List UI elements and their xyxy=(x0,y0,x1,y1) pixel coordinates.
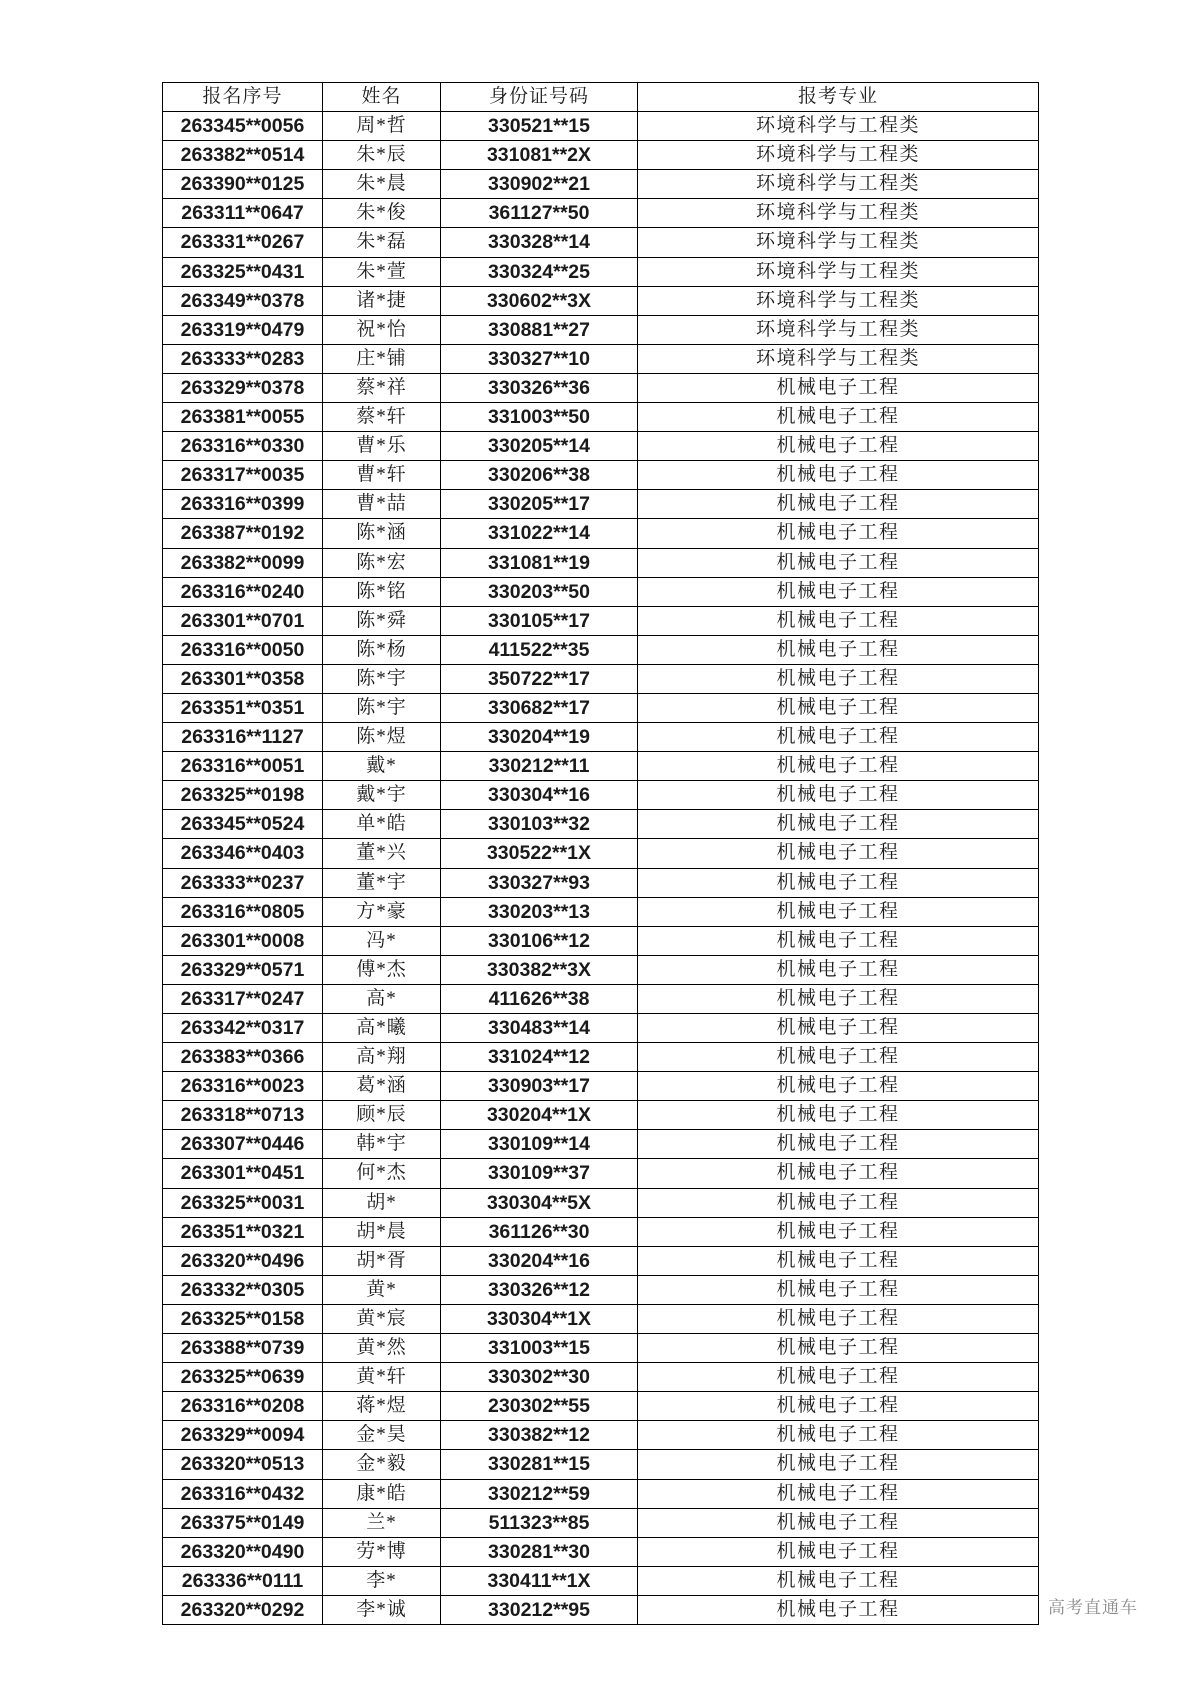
table-row xyxy=(163,635,1039,664)
cell-name: 陈*宇 xyxy=(323,693,441,722)
cell-name: 朱*萱 xyxy=(323,257,441,286)
cell-major: 机械电子工程 xyxy=(638,403,1039,432)
table-row xyxy=(163,519,1039,548)
column-header-major: 报考专业 xyxy=(638,83,1039,112)
cell-id: 330203**13 xyxy=(441,897,638,926)
table-row xyxy=(163,373,1039,402)
cell-name: 朱*晨 xyxy=(323,170,441,199)
cell-name: 曹*乐 xyxy=(323,432,441,461)
cell-id: 330105**17 xyxy=(441,606,638,635)
cell-name: 高*翔 xyxy=(323,1043,441,1072)
roster-table-container xyxy=(162,82,1038,1625)
cell-seq: 263345**0056 xyxy=(163,112,323,141)
cell-id: 330382**12 xyxy=(441,1421,638,1450)
cell-seq: 263351**0321 xyxy=(163,1217,323,1246)
cell-id: 330411**1X xyxy=(441,1566,638,1595)
cell-name: 蒋*煜 xyxy=(323,1392,441,1421)
table-row xyxy=(163,693,1039,722)
cell-major: 机械电子工程 xyxy=(638,810,1039,839)
cell-major: 机械电子工程 xyxy=(638,1595,1039,1624)
cell-name: 戴*宇 xyxy=(323,781,441,810)
cell-major: 环境科学与工程类 xyxy=(638,344,1039,373)
cell-major: 环境科学与工程类 xyxy=(638,228,1039,257)
cell-id: 331003**50 xyxy=(441,403,638,432)
cell-seq: 263329**0378 xyxy=(163,373,323,402)
cell-major: 机械电子工程 xyxy=(638,781,1039,810)
cell-major: 环境科学与工程类 xyxy=(638,141,1039,170)
cell-major: 机械电子工程 xyxy=(638,1566,1039,1595)
table-row xyxy=(163,1043,1039,1072)
cell-seq: 263331**0267 xyxy=(163,228,323,257)
table-row xyxy=(163,606,1039,635)
cell-id: 330382**3X xyxy=(441,955,638,984)
cell-name: 顾*辰 xyxy=(323,1101,441,1130)
cell-id: 330103**32 xyxy=(441,810,638,839)
cell-id: 330203**50 xyxy=(441,577,638,606)
table-row xyxy=(163,1363,1039,1392)
cell-id: 330602**3X xyxy=(441,286,638,315)
table-row xyxy=(163,868,1039,897)
cell-seq: 263307**0446 xyxy=(163,1130,323,1159)
table-row xyxy=(163,1334,1039,1363)
cell-seq: 263301**0358 xyxy=(163,664,323,693)
cell-id: 330682**17 xyxy=(441,693,638,722)
cell-major: 机械电子工程 xyxy=(638,1421,1039,1450)
cell-id: 331022**14 xyxy=(441,519,638,548)
cell-major: 机械电子工程 xyxy=(638,1392,1039,1421)
cell-major: 机械电子工程 xyxy=(638,635,1039,664)
cell-name: 葛*涵 xyxy=(323,1072,441,1101)
cell-seq: 263301**0701 xyxy=(163,606,323,635)
cell-seq: 263311**0647 xyxy=(163,199,323,228)
cell-major: 环境科学与工程类 xyxy=(638,286,1039,315)
cell-seq: 263320**0292 xyxy=(163,1595,323,1624)
cell-name: 黄*宸 xyxy=(323,1304,441,1333)
cell-major: 机械电子工程 xyxy=(638,984,1039,1013)
table-row xyxy=(163,1508,1039,1537)
table-row xyxy=(163,1421,1039,1450)
table-row xyxy=(163,490,1039,519)
cell-major: 机械电子工程 xyxy=(638,693,1039,722)
cell-seq: 263333**0283 xyxy=(163,344,323,373)
table-row xyxy=(163,1275,1039,1304)
cell-name: 朱*俊 xyxy=(323,199,441,228)
cell-seq: 263382**0099 xyxy=(163,548,323,577)
cell-name: 何*杰 xyxy=(323,1159,441,1188)
cell-name: 蔡*祥 xyxy=(323,373,441,402)
cell-name: 曹*轩 xyxy=(323,461,441,490)
watermark: 高考直通车 xyxy=(1048,1598,1138,1617)
cell-name: 陈*涵 xyxy=(323,519,441,548)
cell-name: 高* xyxy=(323,984,441,1013)
cell-seq: 263346**0403 xyxy=(163,839,323,868)
cell-major: 机械电子工程 xyxy=(638,1188,1039,1217)
cell-major: 环境科学与工程类 xyxy=(638,257,1039,286)
cell-id: 331003**15 xyxy=(441,1334,638,1363)
cell-seq: 263316**0208 xyxy=(163,1392,323,1421)
cell-id: 330304**5X xyxy=(441,1188,638,1217)
cell-id: 330327**10 xyxy=(441,344,638,373)
cell-major: 机械电子工程 xyxy=(638,1072,1039,1101)
cell-seq: 263390**0125 xyxy=(163,170,323,199)
cell-name: 戴* xyxy=(323,752,441,781)
table-row xyxy=(163,810,1039,839)
table-row xyxy=(163,1479,1039,1508)
table-row xyxy=(163,141,1039,170)
cell-id: 330483**14 xyxy=(441,1014,638,1043)
cell-seq: 263325**0031 xyxy=(163,1188,323,1217)
cell-id: 511323**85 xyxy=(441,1508,638,1537)
cell-name: 胡*晨 xyxy=(323,1217,441,1246)
cell-major: 机械电子工程 xyxy=(638,606,1039,635)
cell-major: 机械电子工程 xyxy=(638,664,1039,693)
table-row xyxy=(163,1304,1039,1333)
cell-seq: 263329**0094 xyxy=(163,1421,323,1450)
cell-seq: 263329**0571 xyxy=(163,955,323,984)
cell-seq: 263301**0451 xyxy=(163,1159,323,1188)
cell-name: 金*昊 xyxy=(323,1421,441,1450)
cell-major: 机械电子工程 xyxy=(638,868,1039,897)
cell-id: 330903**17 xyxy=(441,1072,638,1101)
cell-major: 机械电子工程 xyxy=(638,1014,1039,1043)
cell-id: 330326**12 xyxy=(441,1275,638,1304)
cell-seq: 263316**0432 xyxy=(163,1479,323,1508)
cell-seq: 263345**0524 xyxy=(163,810,323,839)
cell-id: 361127**50 xyxy=(441,199,638,228)
cell-seq: 263316**1127 xyxy=(163,723,323,752)
table-row xyxy=(163,432,1039,461)
table-row xyxy=(163,170,1039,199)
cell-name: 董*兴 xyxy=(323,839,441,868)
cell-name: 兰* xyxy=(323,1508,441,1537)
table-row xyxy=(163,897,1039,926)
cell-id: 330522**1X xyxy=(441,839,638,868)
table-row xyxy=(163,955,1039,984)
table-row xyxy=(163,1188,1039,1217)
table-row xyxy=(163,1537,1039,1566)
cell-id: 330881**27 xyxy=(441,315,638,344)
table-row xyxy=(163,112,1039,141)
cell-major: 机械电子工程 xyxy=(638,752,1039,781)
cell-seq: 263325**0431 xyxy=(163,257,323,286)
cell-seq: 263388**0739 xyxy=(163,1334,323,1363)
cell-seq: 263351**0351 xyxy=(163,693,323,722)
table-row xyxy=(163,577,1039,606)
cell-id: 331081**2X xyxy=(441,141,638,170)
table-row xyxy=(163,664,1039,693)
cell-name: 傅*杰 xyxy=(323,955,441,984)
cell-seq: 263336**0111 xyxy=(163,1566,323,1595)
cell-seq: 263332**0305 xyxy=(163,1275,323,1304)
cell-id: 330521**15 xyxy=(441,112,638,141)
cell-seq: 263325**0198 xyxy=(163,781,323,810)
cell-name: 庄*铺 xyxy=(323,344,441,373)
column-header-name: 姓名 xyxy=(323,83,441,112)
cell-name: 陈*杨 xyxy=(323,635,441,664)
roster-table xyxy=(162,82,1039,1625)
cell-seq: 263316**0399 xyxy=(163,490,323,519)
cell-major: 机械电子工程 xyxy=(638,1130,1039,1159)
cell-major: 机械电子工程 xyxy=(638,1508,1039,1537)
cell-seq: 263375**0149 xyxy=(163,1508,323,1537)
table-row xyxy=(163,1014,1039,1043)
cell-major: 机械电子工程 xyxy=(638,1043,1039,1072)
table-header-row xyxy=(163,83,1039,112)
table-row xyxy=(163,752,1039,781)
cell-major: 机械电子工程 xyxy=(638,1159,1039,1188)
cell-major: 机械电子工程 xyxy=(638,1246,1039,1275)
cell-name: 方*豪 xyxy=(323,897,441,926)
table-row xyxy=(163,1159,1039,1188)
cell-id: 411626**38 xyxy=(441,984,638,1013)
table-row xyxy=(163,1072,1039,1101)
cell-major: 环境科学与工程类 xyxy=(638,112,1039,141)
table-row xyxy=(163,839,1039,868)
cell-id: 330205**14 xyxy=(441,432,638,461)
cell-name: 胡* xyxy=(323,1188,441,1217)
table-row xyxy=(163,199,1039,228)
cell-seq: 263318**0713 xyxy=(163,1101,323,1130)
table-row xyxy=(163,1101,1039,1130)
column-header-id: 身份证号码 xyxy=(441,83,638,112)
cell-name: 董*宇 xyxy=(323,868,441,897)
table-row xyxy=(163,984,1039,1013)
cell-major: 机械电子工程 xyxy=(638,955,1039,984)
cell-name: 李* xyxy=(323,1566,441,1595)
cell-id: 230302**55 xyxy=(441,1392,638,1421)
cell-major: 环境科学与工程类 xyxy=(638,315,1039,344)
cell-major: 机械电子工程 xyxy=(638,432,1039,461)
cell-name: 黄* xyxy=(323,1275,441,1304)
cell-seq: 263316**0240 xyxy=(163,577,323,606)
cell-name: 周*哲 xyxy=(323,112,441,141)
table-row xyxy=(163,344,1039,373)
table-row xyxy=(163,926,1039,955)
cell-seq: 263317**0035 xyxy=(163,461,323,490)
table-row xyxy=(163,1217,1039,1246)
cell-id: 331024**12 xyxy=(441,1043,638,1072)
column-header-seq: 报名序号 xyxy=(163,83,323,112)
cell-major: 机械电子工程 xyxy=(638,926,1039,955)
cell-seq: 263342**0317 xyxy=(163,1014,323,1043)
cell-major: 环境科学与工程类 xyxy=(638,170,1039,199)
cell-id: 330326**36 xyxy=(441,373,638,402)
cell-name: 朱*辰 xyxy=(323,141,441,170)
table-row xyxy=(163,1392,1039,1421)
cell-id: 330212**11 xyxy=(441,752,638,781)
cell-id: 361126**30 xyxy=(441,1217,638,1246)
table-row xyxy=(163,228,1039,257)
cell-seq: 263316**0330 xyxy=(163,432,323,461)
table-row xyxy=(163,315,1039,344)
cell-id: 330304**1X xyxy=(441,1304,638,1333)
cell-id: 330204**1X xyxy=(441,1101,638,1130)
cell-seq: 263320**0496 xyxy=(163,1246,323,1275)
cell-id: 411522**35 xyxy=(441,635,638,664)
cell-id: 330302**30 xyxy=(441,1363,638,1392)
cell-id: 330212**59 xyxy=(441,1479,638,1508)
cell-seq: 263316**0050 xyxy=(163,635,323,664)
cell-id: 330281**30 xyxy=(441,1537,638,1566)
cell-id: 330106**12 xyxy=(441,926,638,955)
table-row xyxy=(163,723,1039,752)
cell-major: 机械电子工程 xyxy=(638,839,1039,868)
cell-major: 机械电子工程 xyxy=(638,897,1039,926)
cell-major: 机械电子工程 xyxy=(638,519,1039,548)
cell-seq: 263316**0051 xyxy=(163,752,323,781)
cell-major: 机械电子工程 xyxy=(638,373,1039,402)
cell-seq: 263383**0366 xyxy=(163,1043,323,1072)
cell-id: 330902**21 xyxy=(441,170,638,199)
cell-major: 环境科学与工程类 xyxy=(638,199,1039,228)
table-row xyxy=(163,461,1039,490)
cell-id: 330204**16 xyxy=(441,1246,638,1275)
cell-name: 李*诚 xyxy=(323,1595,441,1624)
cell-major: 机械电子工程 xyxy=(638,723,1039,752)
cell-name: 韩*宇 xyxy=(323,1130,441,1159)
table-row xyxy=(163,286,1039,315)
cell-name: 金*毅 xyxy=(323,1450,441,1479)
table-header xyxy=(163,83,1039,112)
cell-id: 330281**15 xyxy=(441,1450,638,1479)
cell-major: 机械电子工程 xyxy=(638,1363,1039,1392)
cell-seq: 263381**0055 xyxy=(163,403,323,432)
cell-seq: 263387**0192 xyxy=(163,519,323,548)
table-row xyxy=(163,403,1039,432)
cell-seq: 263316**0023 xyxy=(163,1072,323,1101)
cell-major: 机械电子工程 xyxy=(638,1304,1039,1333)
cell-major: 机械电子工程 xyxy=(638,1479,1039,1508)
cell-major: 机械电子工程 xyxy=(638,548,1039,577)
cell-name: 曹*喆 xyxy=(323,490,441,519)
cell-seq: 263333**0237 xyxy=(163,868,323,897)
cell-seq: 263325**0158 xyxy=(163,1304,323,1333)
cell-seq: 263320**0513 xyxy=(163,1450,323,1479)
cell-name: 蔡*轩 xyxy=(323,403,441,432)
cell-name: 劳*博 xyxy=(323,1537,441,1566)
table-row xyxy=(163,257,1039,286)
cell-id: 330328**14 xyxy=(441,228,638,257)
table-row xyxy=(163,1246,1039,1275)
cell-name: 陈*宏 xyxy=(323,548,441,577)
cell-major: 机械电子工程 xyxy=(638,577,1039,606)
cell-seq: 263325**0639 xyxy=(163,1363,323,1392)
cell-name: 康*皓 xyxy=(323,1479,441,1508)
cell-name: 陈*铭 xyxy=(323,577,441,606)
cell-name: 冯* xyxy=(323,926,441,955)
cell-seq: 263316**0805 xyxy=(163,897,323,926)
cell-seq: 263349**0378 xyxy=(163,286,323,315)
cell-id: 330327**93 xyxy=(441,868,638,897)
table-row xyxy=(163,1595,1039,1624)
cell-seq: 263319**0479 xyxy=(163,315,323,344)
cell-name: 陈*煜 xyxy=(323,723,441,752)
table-row xyxy=(163,1566,1039,1595)
table-row xyxy=(163,781,1039,810)
cell-name: 诸*捷 xyxy=(323,286,441,315)
table-row xyxy=(163,1130,1039,1159)
cell-id: 350722**17 xyxy=(441,664,638,693)
cell-id: 330204**19 xyxy=(441,723,638,752)
cell-id: 330205**17 xyxy=(441,490,638,519)
table-row xyxy=(163,1450,1039,1479)
cell-seq: 263301**0008 xyxy=(163,926,323,955)
cell-id: 330212**95 xyxy=(441,1595,638,1624)
cell-seq: 263382**0514 xyxy=(163,141,323,170)
cell-name: 黄*轩 xyxy=(323,1363,441,1392)
cell-major: 机械电子工程 xyxy=(638,1275,1039,1304)
cell-id: 330206**38 xyxy=(441,461,638,490)
cell-id: 330324**25 xyxy=(441,257,638,286)
cell-name: 陈*舜 xyxy=(323,606,441,635)
cell-major: 机械电子工程 xyxy=(638,1217,1039,1246)
cell-id: 330109**37 xyxy=(441,1159,638,1188)
cell-name: 高*曦 xyxy=(323,1014,441,1043)
cell-major: 机械电子工程 xyxy=(638,1101,1039,1130)
cell-seq: 263320**0490 xyxy=(163,1537,323,1566)
cell-id: 331081**19 xyxy=(441,548,638,577)
cell-major: 机械电子工程 xyxy=(638,461,1039,490)
cell-id: 330109**14 xyxy=(441,1130,638,1159)
cell-name: 单*皓 xyxy=(323,810,441,839)
cell-id: 330304**16 xyxy=(441,781,638,810)
cell-name: 黄*然 xyxy=(323,1334,441,1363)
cell-name: 祝*怡 xyxy=(323,315,441,344)
cell-name: 朱*磊 xyxy=(323,228,441,257)
cell-name: 陈*宇 xyxy=(323,664,441,693)
cell-major: 机械电子工程 xyxy=(638,1537,1039,1566)
table-body xyxy=(163,112,1039,1625)
cell-name: 胡*胥 xyxy=(323,1246,441,1275)
cell-seq: 263317**0247 xyxy=(163,984,323,1013)
cell-major: 机械电子工程 xyxy=(638,1334,1039,1363)
cell-major: 机械电子工程 xyxy=(638,1450,1039,1479)
cell-major: 机械电子工程 xyxy=(638,490,1039,519)
table-row xyxy=(163,548,1039,577)
